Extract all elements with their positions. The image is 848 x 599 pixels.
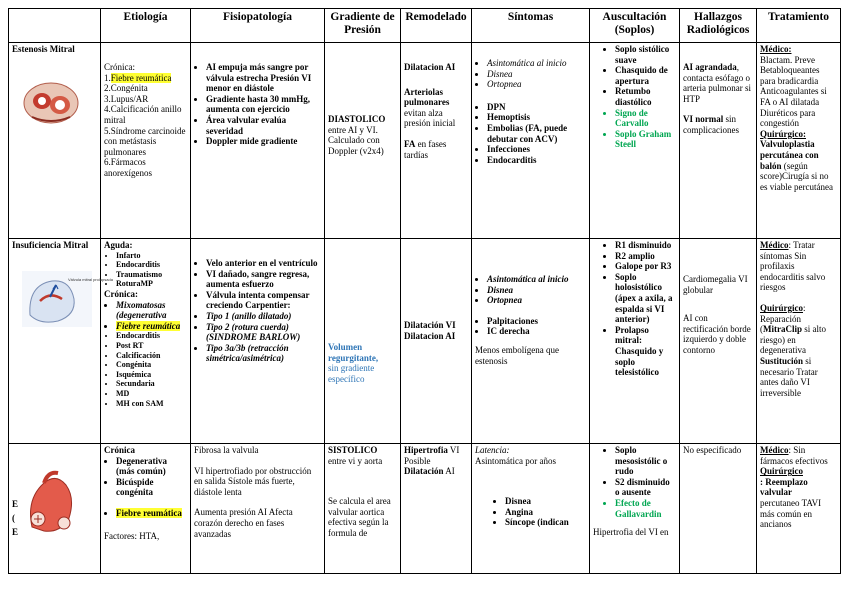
sintomas-cell: Latencia: Asintomática por años • Disnea • Angina • Síncope (indican xyxy=(472,444,590,574)
auscultacion-cell: • Soplo sistólico suave • Chasquido de apertura • Retumbo diastólico • Signo de Carvallo • Soplo Graham Steell xyxy=(590,43,680,239)
header-fisiopatologia: Fisiopatología xyxy=(191,9,325,43)
row-label-cell: E ( E xyxy=(9,444,101,574)
hallazgos-cell: AI agrandada, contacta esófago o arteria pulmonar si HTP VI normal sin complicaciones xyxy=(680,43,757,239)
header-gradiente: Gradiente de Presión xyxy=(325,9,401,43)
hallazgos-cell: No especificado xyxy=(680,444,757,574)
header-remodelado: Remodelado xyxy=(401,9,472,43)
highlighted-fiebre-reumatica: Fiebre reumática xyxy=(110,72,172,83)
fisiopatologia-cell: • AI empuja más sangre por válvula estrecha Presión VI menor en diástole • Gradiente hasta 30 mmHg, aumenta con ejercicio • Área valvular evalúa severidad • Doppler mide gradiente xyxy=(191,43,325,239)
row-label: Insuficiencia Mitral xyxy=(12,240,89,250)
header-tratamiento: Tratamiento xyxy=(757,9,841,43)
valvulopathy-table xyxy=(8,8,841,574)
row-label-cell xyxy=(9,43,101,239)
auscultacion-cell: • R1 disminuido • R2 amplio • Galope por R3 • Soplo holosistólico (ápex a axila, a espalda si VI anterior) • Prolapso mitral: Chasquido y soplo telesistólico xyxy=(590,239,680,444)
header-hallazgos: Hallazgos Radiológicos xyxy=(680,9,757,43)
tratamiento-cell: Médico: Blactam. Preve Betabloqueantes para bradicardia Anticoagulantes si FA o AI dilatada Diuréticos para congestión Quirúrgico: Valvuloplastia percutánea con balón (según score)Cirugía si no es viable percutánea xyxy=(757,43,841,239)
etiologia-cell: Crónica: 1.Fiebre reumática 2.Congénita 3.Lupus/AR 4.Calcificación anillo mitral 5.Síndrome carcinoide con metástasis pulmonares 6.Fármacos anorexígenos xyxy=(101,43,191,239)
row-estenosis-mitral xyxy=(9,43,841,239)
fisiopatologia-cell: • Velo anterior en el ventrículo • VI dañado, sangre regresa, aumenta esfuerzo • Válvula intenta compensar creciendo Carpentier: • Tipo 1 (anillo dilatado) • Tipo 2 (rotura cuerda) (SINDROME BARLOW) • Tipo 3a/3b (retracción simétrica/asimétrica) xyxy=(191,239,325,444)
hallazgos-cell: Cardiomegalia VI globular AI con rectificación borde izquierdo y doble contorno xyxy=(680,239,757,444)
etiologia-cell: Aguda: • Infarto • Endocarditis • Traumatismo • RoturaMP Crónica: • Mixomatosas (degenerativa • Fiebre reumática • Endocarditis • Post RT • Calcificación • Congénita • Isquémica • Secundaria • MD • MH con SAM xyxy=(101,239,191,444)
highlighted-fiebre-reumatica: Fiebre reumática xyxy=(116,507,182,518)
header-etiologia: Etiología xyxy=(101,9,191,43)
header-empty xyxy=(9,9,101,43)
header-auscultacion: Auscultación (Soplos) xyxy=(590,9,680,43)
remodelado-cell: Dilatación VI Dilatacion AI xyxy=(401,239,472,444)
row-insuficiencia-mitral xyxy=(9,239,841,444)
remodelado-cell: Dilatacion AI Arteriolas pulmonares evitan alza presión inicial FA en fases tardías xyxy=(401,43,472,239)
aortic-stenosis-image xyxy=(22,469,80,535)
tratamiento-cell: Médico: Tratar síntomas Sin profilaxis endocarditis salvo riesgos Quirúrgico: Reparación (MitraClip si alto riesgo) en degenerativa Sustitución si necesario Tratar antes daño VI irreversible xyxy=(757,239,841,444)
auscultacion-cell: • Soplo mesosistólic o rudo • S2 disminuido o ausente • Efecto de Gallavardin Hipertrofia del VI en xyxy=(590,444,680,574)
tratamiento-cell: Médico: Sin fármacos efectivos Quirúrgico : Reemplazo valvular percutaneo TAVI más común en ancianos xyxy=(757,444,841,574)
sintomas-cell: • Asintomática al inicio • Disnea • Ortopnea • Palpitaciones • IC derecha Menos embolígena que estenosis xyxy=(472,239,590,444)
etio-title: Crónica xyxy=(104,62,133,72)
header-row xyxy=(9,9,841,43)
row-estenosis-aortica xyxy=(9,444,841,574)
etiologia-cell: Crónica • Degenerativa (más común) • Bicúspide congénita • Fiebre reumática Factores: HTA, xyxy=(101,444,191,574)
image-caption: Válvula mitral prolapsada xyxy=(68,276,113,282)
gradiente-cell: DIASTOLICO entre AI y VI. Calculado con Doppler (v2x4) xyxy=(325,43,401,239)
sintomas-cell: • Asintomática al inicio • Disnea • Ortopnea • DPN • Hemoptisis • Embolias (FA, puede debutar con ACV) • Infecciones • Endocarditis xyxy=(472,43,590,239)
remodelado-cell: Hipertrofia VI Posible Dilatación AI xyxy=(401,444,472,574)
gradiente-cell: SISTOLICO entre vi y aorta Se calcula el area valvular aortica efectiva según la formula de xyxy=(325,444,401,574)
fisiopatologia-cell: Fibrosa la valvula VI hipertrofiado por obstrucción en salida Sístole más fuerte, diástole lenta Aumenta presión AI Afecta corazón derecho en fases avanzadas xyxy=(191,444,325,574)
highlighted-fiebre-reumatica: Fiebre reumática xyxy=(116,320,181,331)
gradiente-cell: Volumen regurgitante, sin gradiente específico xyxy=(325,239,401,444)
mitral-regurgitation-image xyxy=(22,271,113,327)
header-sintomas: Síntomas xyxy=(472,9,590,43)
row-label-cell xyxy=(9,239,113,444)
mitral-stenosis-image xyxy=(22,79,80,127)
row-label: Estenosis Mitral xyxy=(12,44,75,54)
